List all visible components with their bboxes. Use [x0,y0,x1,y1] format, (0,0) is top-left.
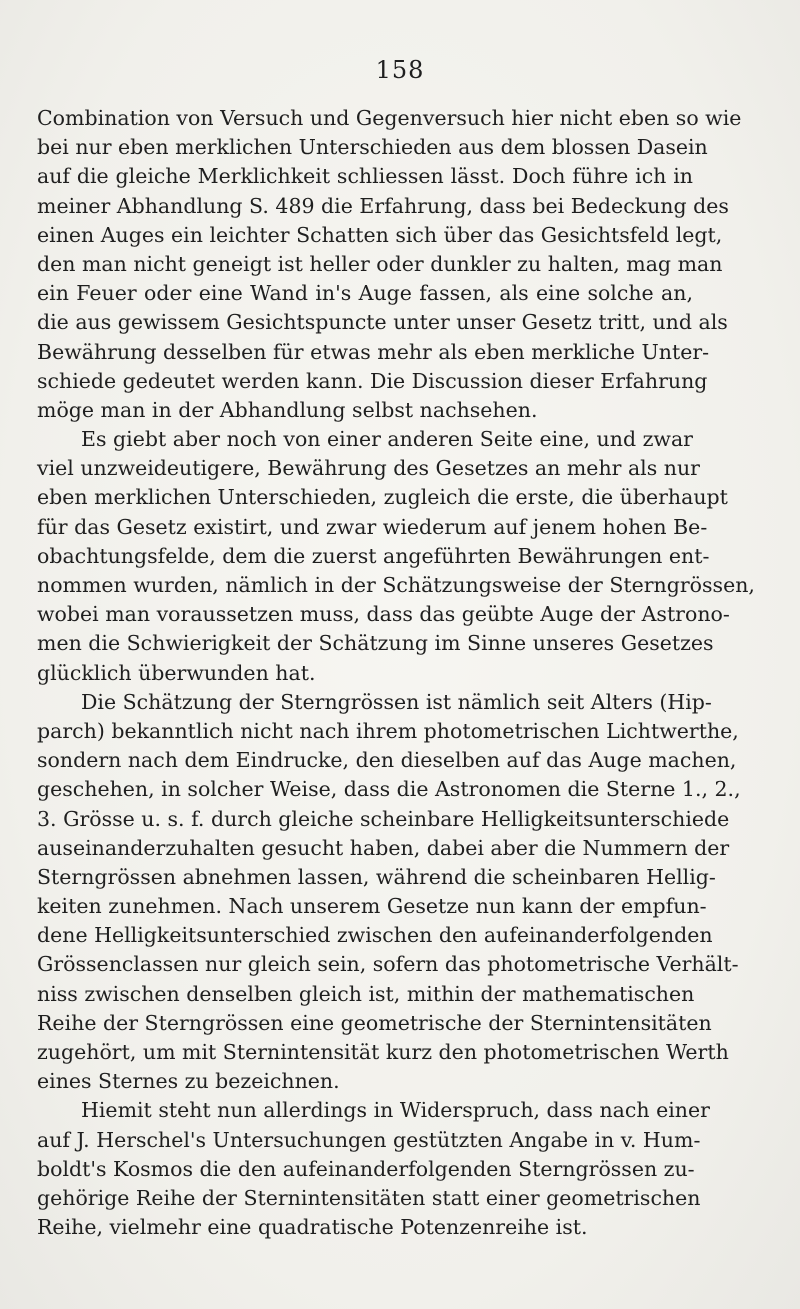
text-line: Reihe, vielmehr eine quadratische Potenzenreihe ist. [37,1215,588,1240]
text-line: wobei man voraussetzen muss, dass das geübte Auge der Astrono- [37,602,730,627]
text-line: eben merklichen Unterschieden, zugleich die erste, die überhaupt [37,485,728,510]
text-line: niss zwischen denselben gleich ist, mithin der mathematischen [37,981,695,1006]
text-line: glücklich überwunden hat. [37,660,316,685]
text-line: 3. Grösse u. s. f. durch gleiche scheinbare Helligkeitsunterschiede [37,806,730,831]
text-line: sondern nach dem Eindrucke, den dieselben auf das Auge machen, [37,748,737,773]
text-line: ein Feuer oder eine Wand in's Auge fassen, als eine solche an, [37,281,693,306]
text-line: für das Gesetz existirt, und zwar wiederum auf jenem hohen Be- [37,514,708,539]
text-line: geschehen, in solcher Weise, dass die Astronomen die Sterne 1., 2., [37,777,741,802]
text-line: bei nur eben merklichen Unterschieden aus dem blossen Dasein [37,135,708,160]
text-line: Reihe der Sterngrössen eine geometrische der Sternintensitäten [37,1010,712,1035]
text-line: auf J. Herschel's Untersuchungen gestützten Angabe in v. Hum- [37,1127,701,1152]
text-line: Die Schätzung der Sterngrössen ist nämlich seit Alters (Hip- [81,689,712,714]
body-text [37,104,755,1242]
text-line: den man nicht geneigt ist heller oder dunkler zu halten, mag man [37,251,723,276]
text-line: Combination von Versuch und Gegenversuch hier nicht eben so wie [37,106,742,130]
text-line: einen Auges ein leichter Schatten sich über das Gesichtsfeld legt, [37,222,723,247]
text-line: meiner Abhandlung S. 489 die Erfahrung, dass bei Bedeckung des [37,193,729,218]
text-line: Grössenclassen nur gleich sein, sofern das photometrische Verhält- [37,952,739,977]
text-line: gehörige Reihe der Sternintensitäten statt einer geometrischen [37,1185,701,1210]
text-line: nommen wurden, nämlich in der Schätzungsweise der Sterngrössen, [37,573,755,597]
text-line: boldt's Kosmos die den aufeinanderfolgenden Sterngrössen zu- [37,1156,695,1181]
text-line: obachtungsfelde, dem die zuerst angeführten Bewährungen ent- [37,543,710,568]
text-line: keiten zunehmen. Nach unserem Gesetze nun kann der empfun- [37,894,707,919]
page-number: 158 [375,56,425,84]
text-line: Hiemit steht nun allerdings in Widerspruch, dass nach einer [81,1098,710,1123]
text-line: auseinanderzuhalten gesucht haben, dabei aber die Nummern der [37,835,730,860]
text-line: auf die gleiche Merklichkeit schliessen lässt. Doch führe ich in [37,164,693,189]
text-line: viel unzweideutigere, Bewährung des Gesetzes an mehr als nur [37,456,700,481]
text-line: eines Sternes zu bezeichnen. [37,1069,340,1094]
text-line: schiede gedeutet werden kann. Die Discussion dieser Erfahrung [37,368,708,393]
text-line: parch) bekanntlich nicht nach ihrem photometrischen Lichtwerthe, [37,718,739,743]
text-line: möge man in der Abhandlung selbst nachsehen. [37,397,538,422]
text-line: Sterngrössen abnehmen lassen, während die scheinbaren Hellig- [37,864,716,889]
text-line: die aus gewissem Gesichtspuncte unter unser Gesetz tritt, und als [37,310,728,335]
text-line: zugehört, um mit Sternintensität kurz den photometrischen Werth [37,1040,729,1064]
text-line: men die Schwierigkeit der Schätzung im Sinne unseres Gesetzes [37,631,714,656]
text-line: Bewährung desselben für etwas mehr als eben merkliche Unter- [37,339,710,364]
text-line: Es giebt aber noch von einer anderen Seite eine, und zwar [81,427,693,452]
text-line: dene Helligkeitsunterschied zwischen den aufeinanderfolgenden [37,923,713,948]
